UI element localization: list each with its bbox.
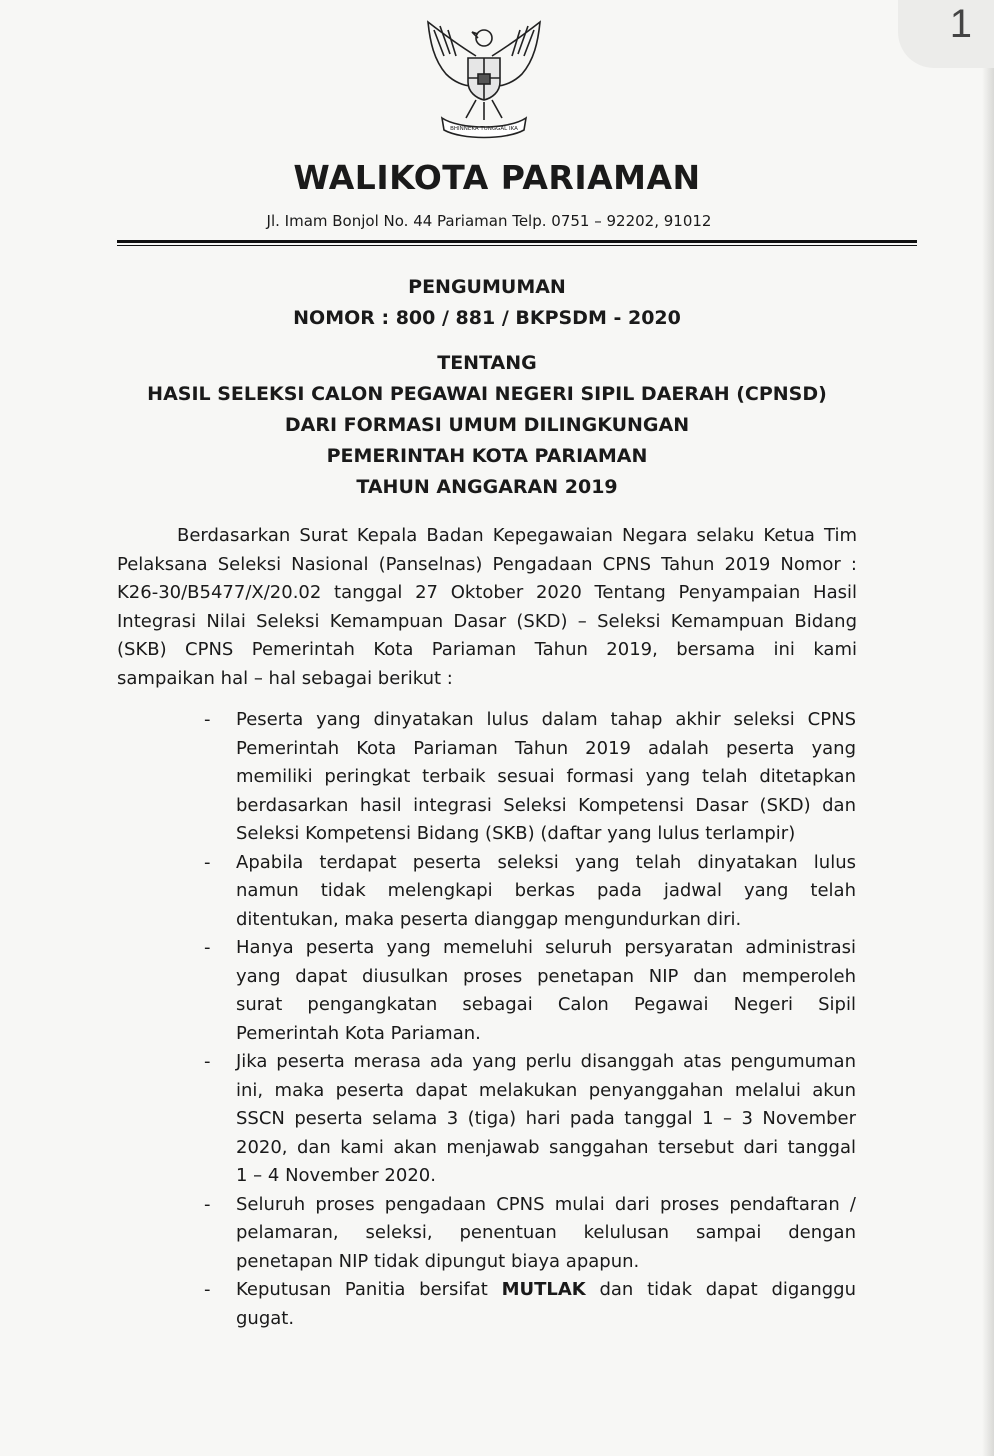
intro-line: (SKB) CPNS Pemerintah Kota Pariaman Tahun 2019, bersama ini kami [117, 639, 857, 660]
bullet-item [200, 934, 856, 1048]
intro-line: sampaikan hal – hal sebagai berikut : [117, 667, 453, 689]
bullet-line: memiliki peringkat terbaik sesuai formasi yang telah ditetapkan [236, 766, 856, 787]
bullet-line: Seluruh proses pengadaan CPNS mulai dari proses pendaftaran / [236, 1193, 856, 1215]
letterhead-rule-thin [117, 245, 917, 246]
bullet-line: 1 – 4 November 2020. [236, 1165, 436, 1186]
bullet-item [200, 1276, 856, 1333]
bullet-line: gugat. [236, 1307, 295, 1329]
bullet-line: yang dapat diusulkan proses penetapan NIP dan memperoleh [236, 965, 856, 987]
bullet-item [200, 1191, 856, 1277]
bullet-line: Pemerintah Kota Pariaman. [236, 1022, 481, 1044]
letterhead-address: Jl. Imam Bonjol No. 44 Pariaman Telp. 0751 – 92202, 91012 [266, 212, 712, 230]
bullet-line: Jika peserta merasa ada yang perlu disanggah atas pengumuman [236, 1051, 856, 1072]
page-edge [982, 0, 994, 1456]
bullet-text: Keputusan Panitia bersifat [236, 1279, 502, 1300]
emblem-motto: BHINNEKA TUNGGAL IKA [450, 126, 518, 132]
bullet-list [200, 706, 856, 1333]
announcement-heading [0, 272, 974, 503]
bullet-dash: - [204, 1193, 211, 1215]
bullet-line: ditentukan, maka peserta dianggap mengundurkan diri. [236, 908, 742, 930]
bullet-line: Peserta yang dinyatakan lulus dalam tahap akhir seleksi CPNS [236, 709, 856, 730]
bullet-dash: - [204, 709, 211, 730]
bullet-line: berdasarkan hasil integrasi Seleksi Kompetensi Dasar (SKD) dan [236, 794, 856, 816]
intro-line: K26-30/B5477/X/20.02 tanggal 27 Oktober 2020 Tentang Penyampaian Hasil [117, 582, 857, 603]
bullet-line: ini, maka peserta dapat melakukan penyanggahan melalui akun [236, 1079, 856, 1101]
letterhead-title: WALIKOTA PARIAMAN [293, 158, 701, 197]
bullet-line: surat pengangkatan sebagai Calon Pegawai Negeri Sipil [236, 994, 856, 1015]
bullet-line: Hanya peserta yang memeluhi seluruh persyaratan administrasi [236, 937, 856, 958]
bullet-line: 2020, dan kami akan menjawab sanggahan tersebut dari tanggal [236, 1136, 856, 1158]
bullet-dash: - [204, 851, 211, 873]
bullet-dash: - [204, 1279, 211, 1300]
subject-line: HASIL SELEKSI CALON PEGAWAI NEGERI SIPIL DAERAH (CPNSD) [147, 383, 827, 405]
bullet-line: namun tidak melengkapi berkas pada jadwal yang telah [236, 880, 856, 901]
subject-line: PEMERINTAH KOTA PARIAMAN [326, 445, 648, 467]
bullet-line: SSCN peserta selama 3 (tiga) hari pada tanggal 1 – 3 November [236, 1108, 856, 1129]
garuda-emblem-icon [420, 16, 548, 140]
page-number-tab [898, 0, 994, 68]
intro-line: Pelaksana Seleksi Nasional (Panselnas) Pengadaan CPNS Tahun 2019 Nomor : [117, 553, 857, 575]
bold-keyword: MUTLAK [501, 1279, 586, 1300]
page-number: 1 [949, 2, 972, 46]
bullet-line: Apabila terdapat peserta seleksi yang telah dinyatakan lulus [236, 851, 856, 873]
bullet-line: penetapan NIP tidak dipungut biaya apapun. [236, 1250, 640, 1272]
bullet-item [200, 849, 856, 935]
subject-line: DARI FORMASI UMUM DILINGKUNGAN [284, 414, 690, 436]
bullet-item [200, 706, 856, 849]
bullet-dash: - [204, 937, 211, 958]
intro-line: Berdasarkan Surat Kepala Badan Kepegawaian Negara selaku Ketua Tim [177, 525, 857, 546]
bullet-line: pelamaran, seleksi, penentuan kelulusan sampai dengan [236, 1222, 856, 1243]
bullet-line: Pemerintah Kota Pariaman Tahun 2019 adalah peserta yang [236, 737, 856, 759]
announcement-number: NOMOR : 800 / 881 / BKPSDM - 2020 [293, 307, 681, 329]
bullet-text: dan tidak dapat diganggu [585, 1279, 856, 1300]
bullet-dash: - [204, 1051, 211, 1072]
bullet-item [200, 1048, 856, 1191]
bullet-line [236, 1276, 856, 1305]
bullet-line: Seleksi Kompetensi Bidang (SKB) (daftar yang lulus terlampir) [236, 823, 796, 844]
subject-line: TAHUN ANGGARAN 2019 [356, 476, 618, 498]
intro-paragraph [117, 522, 857, 693]
announcement-label: PENGUMUMAN [408, 276, 566, 298]
announcement-about: TENTANG [437, 352, 537, 374]
letterhead-rule-thick [117, 240, 917, 243]
intro-line: Integrasi Nilai Seleksi Kemampuan Dasar (SKD) – Seleksi Kemampuan Bidang [117, 610, 857, 632]
